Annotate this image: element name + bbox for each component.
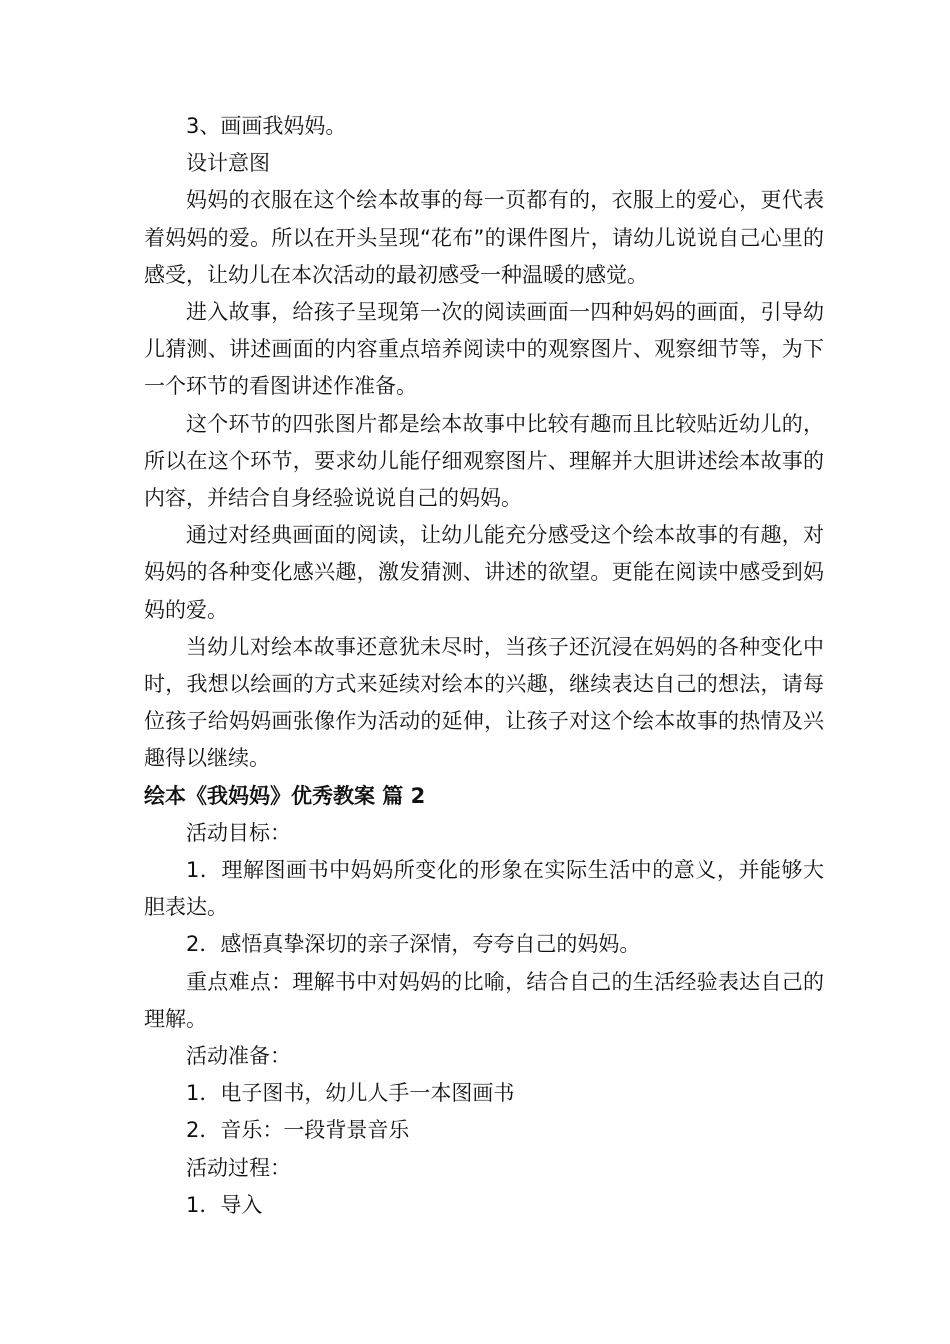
- paragraph-key-points: 重点难点：理解书中对妈妈的比喻，结合自己的生活经验表达自己的理解。: [144, 969, 824, 1031]
- label-activity-process: 活动过程：: [186, 1155, 291, 1180]
- paragraph: 进入故事，给孩子呈现第一次的阅读画面一四种妈妈的画面，引导幼儿猜测、讲述画面的内容重点培养阅读中的观察图片、观察细节等，为下一个环节的看图讲述作准备。: [144, 300, 824, 399]
- paragraph: 这个环节的四张图片都是绘本故事中比较有趣而且比较贴近幼儿的，所以在这个环节，要求幼儿能仔细观察图片、理解并大胆讲述绘本故事的内容，并结合自身经验说说自己的妈妈。: [144, 411, 824, 511]
- paragraph: 当幼儿对绘本故事还意犹未尽时，当孩子还沉浸在妈妈的各种变化中时，我想以绘画的方式来延续对绘本的兴趣，继续表达自己的想法，请每位孩子给妈妈画张像作为活动的延伸，让孩子对这个绘本故事的热情及兴趣得以继续。: [144, 634, 824, 771]
- section-heading: 绘本《我妈妈》优秀教案 篇 2: [144, 783, 426, 808]
- label-activity-goals: 活动目标：: [186, 820, 291, 845]
- list-item: 1．电子图书，幼儿人手一本图画书: [186, 1081, 515, 1106]
- list-item: 2．感悟真挚深切的亲子深情，夸夸自己的妈妈。: [186, 932, 641, 957]
- list-item-step-3: 3、画画我妈妈。: [186, 114, 347, 138]
- subheading-design-intent: 设计意图: [186, 151, 270, 176]
- list-item: 2．音乐：一段背景音乐: [186, 1118, 410, 1143]
- list-item: 1．导入: [186, 1192, 263, 1217]
- paragraph: 妈妈的衣服在这个绘本故事的每一页都有的，衣服上的爱心，更代表着妈妈的爱。所以在开头呈现“花布”的课件图片，请幼儿说说自己心里的感受，让幼儿在本次活动的最初感受一种温暖的感觉。: [144, 188, 824, 287]
- label-activity-preparation: 活动准备：: [186, 1044, 291, 1069]
- document-body: [144, 108, 824, 1224]
- list-item: 1．理解图画书中妈妈所变化的形象在实际生活中的意义，并能够大胆表达。: [144, 858, 824, 920]
- paragraph: 通过对经典画面的阅读，让幼儿能充分感受这个绘本故事的有趣，对妈妈的各种变化感兴趣，激发猜测、讲述的欲望。更能在阅读中感受到妈妈的爱。: [144, 523, 824, 622]
